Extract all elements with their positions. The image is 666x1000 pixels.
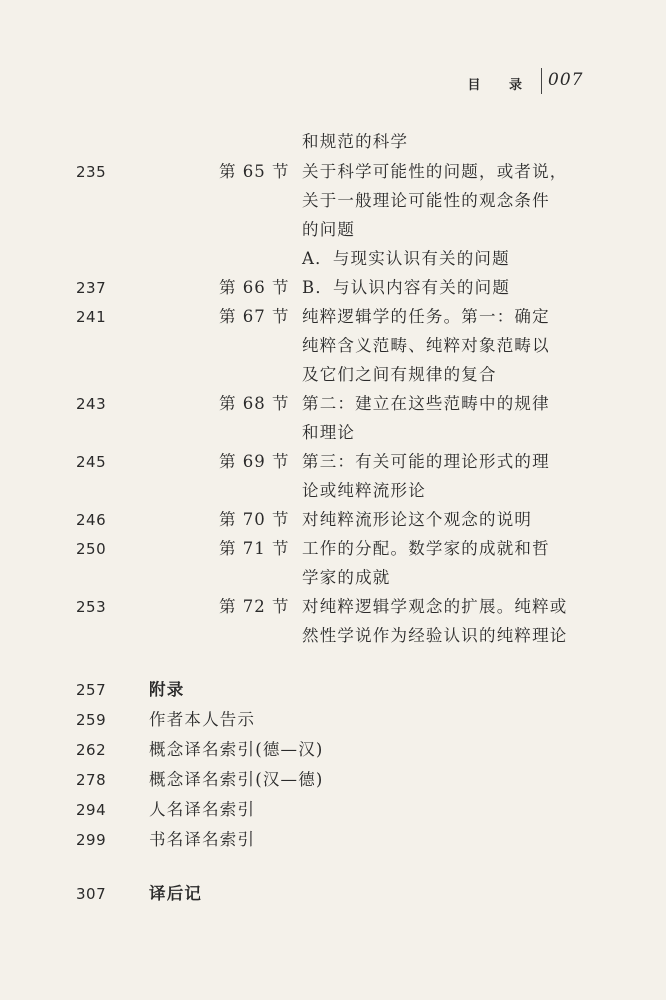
- toc-entry-title: 纯粹逻辑学的任务。第一：确定: [302, 307, 550, 326]
- toc-entry-title: 和规范的科学: [302, 132, 409, 151]
- toc-page-number: 294: [76, 801, 107, 819]
- toc-entry: [0, 215, 666, 245]
- toc-page-number: 246: [76, 511, 107, 529]
- toc-section-label: 第 67 节: [219, 307, 290, 326]
- toc-section-label: 第 69 节: [219, 452, 290, 471]
- toc-entry-title: 论或纯粹流形论: [302, 481, 426, 500]
- toc-entry-title: 第二：建立在这些范畴中的规律: [302, 394, 550, 413]
- toc-entry: [0, 592, 666, 622]
- toc-entry-title: 和理论: [302, 423, 356, 442]
- appendix-title: 概念译名索引(德—汉): [149, 740, 324, 759]
- toc-entry-title: 纯粹含义范畴、纯粹对象范畴以: [302, 336, 550, 355]
- toc-entry: [0, 505, 666, 535]
- toc-entry: [0, 418, 666, 448]
- toc-entry-title: 第三：有关可能的理论形式的理: [302, 452, 550, 471]
- appendix-title: 作者本人告示: [149, 710, 256, 729]
- toc-section-label: 第 65 节: [219, 162, 290, 181]
- toc-entry: [0, 186, 666, 216]
- toc-entry-title: 及它们之间有规律的复合: [302, 365, 497, 384]
- appendix-title: 附录: [149, 680, 185, 699]
- toc-entry-title: 工作的分配。数学家的成就和哲: [302, 539, 550, 558]
- postscript-title: 译后记: [149, 884, 203, 903]
- header-page-number: 007: [548, 70, 584, 90]
- appendix-entry: [0, 765, 666, 795]
- toc-page-number: 299: [76, 831, 107, 849]
- toc-entry: [0, 302, 666, 332]
- toc-section-label: 第 71 节: [219, 539, 290, 558]
- toc-page-number: 250: [76, 540, 107, 558]
- toc-section-label: 第 72 节: [219, 597, 290, 616]
- toc-entry-title: 学家的成就: [302, 568, 391, 587]
- toc-page-number: 257: [76, 681, 107, 699]
- toc-section-label: 第 70 节: [219, 510, 290, 529]
- appendix-title: 人名译名索引: [149, 800, 256, 819]
- toc-page-number: 278: [76, 771, 107, 789]
- toc-page-number: 262: [76, 741, 107, 759]
- toc-entry: [0, 476, 666, 506]
- appendix-entry: [0, 675, 666, 705]
- toc-entry-title: 的问题: [302, 220, 356, 239]
- toc-entry: [0, 273, 666, 303]
- toc-entry-title: 对纯粹流形论这个观念的说明: [302, 510, 533, 529]
- toc-page-number: 235: [76, 163, 107, 181]
- toc-page-number: 243: [76, 395, 107, 413]
- toc-page-number: 241: [76, 308, 107, 326]
- toc-entry: [0, 127, 666, 157]
- toc-entry-title: 对纯粹逻辑学观念的扩展。纯粹或: [302, 597, 568, 616]
- header-divider: [541, 68, 542, 94]
- toc-page-number: 245: [76, 453, 107, 471]
- appendix-entry: [0, 795, 666, 825]
- toc-entry: [0, 157, 666, 187]
- appendix-title: 书名译名索引: [149, 830, 256, 849]
- toc-page-number: 253: [76, 598, 107, 616]
- toc-page-number: 237: [76, 279, 107, 297]
- toc-entry: [0, 331, 666, 361]
- toc-page-number: 307: [76, 885, 107, 903]
- appendix-title: 概念译名索引(汉—德): [149, 770, 324, 789]
- toc-page-number: 259: [76, 711, 107, 729]
- toc-entry: [0, 447, 666, 477]
- toc-entry-title: A．与现实认识有关的问题: [302, 249, 510, 268]
- toc-entry-title: 关于一般理论可能性的观念条件: [302, 191, 550, 210]
- toc-entry: [0, 621, 666, 651]
- header-title: 目 录: [467, 78, 534, 93]
- toc-entry: [0, 360, 666, 390]
- toc-entry: [0, 534, 666, 564]
- appendix-entry: [0, 735, 666, 765]
- toc-section-label: 第 68 节: [219, 394, 290, 413]
- toc-entry-title: 关于科学可能性的问题，或者说，: [302, 162, 568, 181]
- appendix-entry: [0, 705, 666, 735]
- toc-entry: [0, 563, 666, 593]
- toc-entry-title: B．与认识内容有关的问题: [302, 278, 511, 297]
- appendix-entry: [0, 825, 666, 855]
- postscript-entry: [0, 879, 666, 909]
- toc-entry: [0, 389, 666, 419]
- toc-section-label: 第 66 节: [219, 278, 290, 297]
- toc-entry: [0, 244, 666, 274]
- toc-entry-title: 然性学说作为经验认识的纯粹理论: [302, 626, 568, 645]
